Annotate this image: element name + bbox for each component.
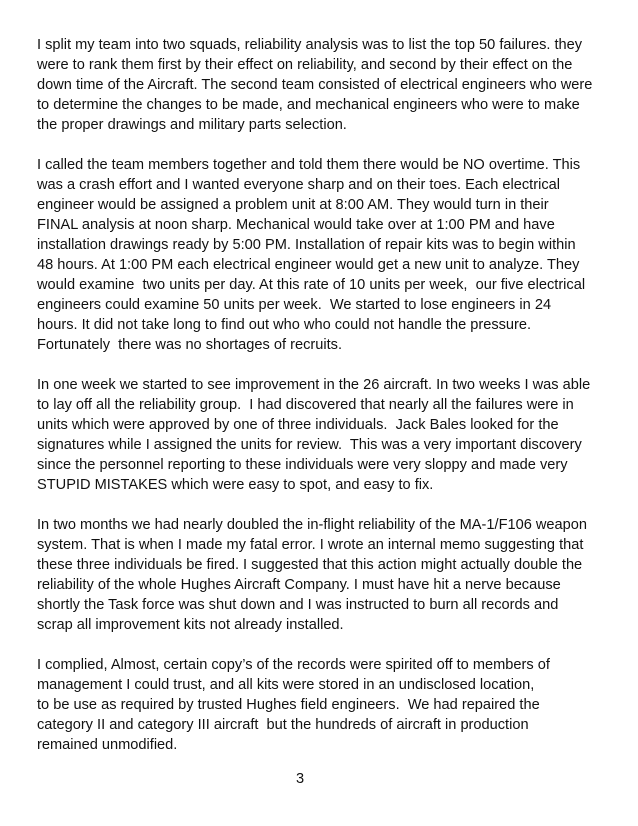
text-line: Fortunately there was no shortages of recruits. — [37, 337, 342, 353]
paragraph-improvement — [37, 375, 608, 495]
text-line: 48 hours. At 1:00 PM each electrical engineer would get a new unit to analyze. They — [37, 257, 580, 273]
text-line: I split my team into two squads, reliability analysis was to list the top 50 failures. they — [37, 37, 583, 53]
text-line: remained unmodified. — [37, 737, 178, 753]
text-line: down time of the Aircraft. The second team consisted of electrical engineers who were — [37, 77, 593, 93]
text-line: the proper drawings and military parts selection. — [37, 117, 347, 133]
text-line: units which were approved by one of three individuals. Jack Bales looked for the — [37, 417, 559, 433]
text-line: I complied, Almost, certain copy’s of the records were spirited off to members of — [37, 657, 550, 673]
text-line: these three individuals be fired. I suggested that this action might actually double the — [37, 557, 583, 573]
paragraph-complied — [37, 655, 608, 755]
text-line: reliability of the whole Hughes Aircraft Company. I must have hit a nerve because — [37, 577, 561, 593]
text-line: hours. It did not take long to find out who who could not handle the pressure. — [37, 317, 532, 333]
paragraph-no-overtime — [37, 155, 608, 355]
text-line: FINAL analysis at noon sharp. Mechanical would take over at 1:00 PM and have — [37, 217, 555, 233]
text-line: was a crash effort and I wanted everyone sharp and on their toes. Each electrical — [37, 177, 560, 193]
text-line: engineer would be assigned a problem unit at 8:00 AM. They would turn in their — [37, 197, 549, 213]
page-number: 3 — [295, 771, 305, 787]
text-line: I called the team members together and told them there would be NO overtime. This — [37, 157, 581, 173]
text-line: installation drawings ready by 5:00 PM. Installation of repair kits was to begin within — [37, 237, 576, 253]
paragraph-fatal-error — [37, 515, 608, 635]
text-line: engineers could examine 50 units per week. We started to lose engineers in 24 — [37, 297, 552, 313]
text-line: shortly the Task force was shut down and I was instructed to burn all records and — [37, 597, 559, 613]
text-line: to determine the changes to be made, and mechanical engineers who were to make — [37, 97, 580, 113]
paragraph-team-squads — [37, 35, 608, 135]
text-line: were to rank them first by their effect on reliability, and second by their effect on the — [37, 57, 573, 73]
text-line: In two months we had nearly doubled the in-flight reliability of the MA-1/F106 weapon — [37, 517, 588, 533]
text-line: scrap all improvement kits not already installed. — [37, 617, 344, 633]
text-line: to be use as required by trusted Hughes field engineers. We had repaired the — [37, 697, 540, 713]
text-line: category II and category III aircraft but the hundreds of aircraft in production — [37, 717, 529, 733]
text-line: system. That is when I made my fatal error. I wrote an internal memo suggesting that — [37, 537, 584, 553]
text-line: would examine two units per day. At this rate of 10 units per week, our five electrical — [37, 277, 586, 293]
text-line: since the personnel reporting to these individuals were very sloppy and made very — [37, 457, 568, 473]
text-line: signatures while I assigned the units for review. This was a very important discovery — [37, 437, 582, 453]
text-line: STUPID MISTAKES which were easy to spot, and easy to fix. — [37, 477, 434, 493]
text-line: In one week we started to see improvement in the 26 aircraft. In two weeks I was able — [37, 377, 591, 393]
text-line: management I could trust, and all kits were stored in an undisclosed location, — [37, 677, 535, 693]
text-line: to lay off all the reliability group. I had discovered that nearly all the failures were in — [37, 397, 574, 413]
